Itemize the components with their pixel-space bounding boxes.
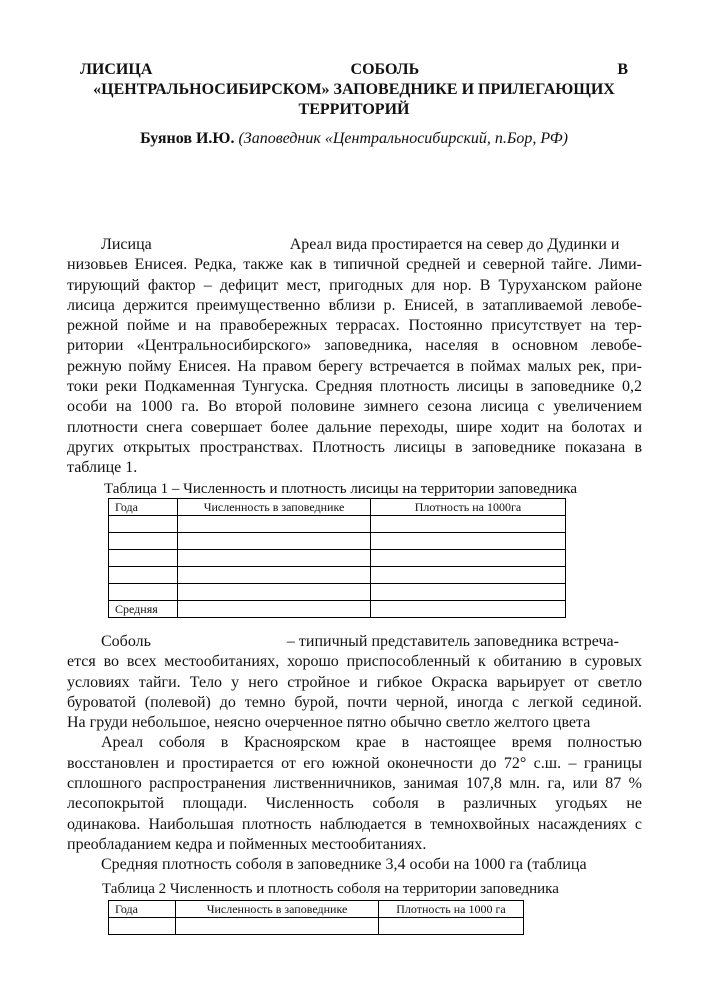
table-header-cell: Года xyxy=(109,901,176,918)
author-affiliation: (Заповедник «Центральносибирский, п.Бор, РФ) xyxy=(238,130,568,147)
table-cell xyxy=(109,533,178,550)
text-line: сплошного распространения лиственничников, занимая 107,8 млн. га, или 87 % xyxy=(67,775,642,793)
fox-first-rest: Ареал вида простирается на север до Дудинки и xyxy=(289,236,620,253)
text-line: лисица держится преимущественно вблизи р. Енисей, в затапливаемой левобе- xyxy=(67,296,642,314)
text-line: тирующий фактор – дефицит мест, пригодных для нор. В Туруханском районе xyxy=(67,276,642,294)
sable-first-line xyxy=(67,632,642,652)
table-row xyxy=(109,516,566,533)
title-word-in: В xyxy=(617,61,628,78)
text-line: особи на 1000 га. Во второй половине зимнего сезона лисица с увеличением xyxy=(67,398,642,416)
table1 xyxy=(108,498,566,618)
table-cell xyxy=(371,601,566,618)
table-cell xyxy=(109,584,178,601)
title-line-1 xyxy=(80,60,628,80)
table-header-cell: Плотность на 1000га xyxy=(371,499,566,516)
table-header-row xyxy=(109,901,524,918)
table-row xyxy=(109,601,566,618)
table-cell xyxy=(178,550,371,567)
table-cell xyxy=(176,918,379,935)
text-line: одинакова. Наибольшая плотность наблюдается в темнохвойных насаждениях с xyxy=(67,815,642,833)
table-row xyxy=(109,533,566,550)
table-cell xyxy=(109,567,178,584)
text-line: лесопокрытой площади. Численность соболя в различных угодьях не xyxy=(67,795,642,813)
table-cell xyxy=(371,550,566,567)
table-header-cell: Численность в заповеднике xyxy=(176,901,379,918)
author-line xyxy=(72,129,636,149)
table-row xyxy=(109,584,566,601)
sable-first-word: Соболь xyxy=(101,633,151,650)
text-line: преобладанием кедра и пойменных местообитаниях. xyxy=(67,835,427,853)
table-cell xyxy=(178,516,371,533)
table2-caption: Таблица 2 Численность и плотность соболя на территории заповедника xyxy=(102,881,559,897)
table-cell xyxy=(371,533,566,550)
table-cell: Средняя xyxy=(109,601,178,618)
fox-paragraph xyxy=(67,235,642,479)
sable-first-rest: – типичный представитель заповедника встреча- xyxy=(286,633,619,650)
table-cell xyxy=(178,601,371,618)
title-word-fox: ЛИСИЦА xyxy=(80,61,153,78)
table-header-cell: Численность в заповеднике xyxy=(178,499,371,516)
table-cell xyxy=(178,584,371,601)
text-line: токи реки Подкаменная Тунгуска. Средняя плотность лисицы в заповеднике 0,2 xyxy=(67,378,642,396)
table-cell xyxy=(379,918,524,935)
sable-paragraph xyxy=(67,632,642,876)
table-header-cell: Плотность на 1000 га xyxy=(379,901,524,918)
text-line: Средняя плотность соболя в заповеднике 3,4 особи на 1000 га (таблица xyxy=(101,856,587,874)
author-name: Буянов И.Ю. xyxy=(140,130,235,147)
title-line-2: «ЦЕНТРАЛЬНОСИБИРСКОМ» ЗАПОВЕДНИКЕ И ПРИЛЕГАЮЩИХ xyxy=(93,81,615,98)
text-line: буроватой (полевой) до темно бурой, почти черной, иногда с легкой сединой. xyxy=(67,693,642,711)
text-line: Ареал соболя в Красноярском крае в настоящее время полностью xyxy=(101,734,642,752)
title-word-sable: СОБОЛЬ xyxy=(350,61,420,78)
table-cell xyxy=(371,567,566,584)
text-line: режную пойму Енисея. На правом берегу встречается в поймах малых рек, при- xyxy=(67,357,642,375)
text-line: условиях тайги. Тело у него стройное и гибкое Окраска варьирует от светло xyxy=(67,673,642,691)
title-line-3: ТЕРРИТОРИЙ xyxy=(298,101,410,118)
fox-first-line xyxy=(67,235,642,255)
table-cell xyxy=(109,918,176,935)
table-header-row xyxy=(109,499,566,516)
text-line: На груди небольшое, неясно очерченное пятно обычно светло желтого цвета xyxy=(67,714,591,732)
table-row xyxy=(109,918,524,935)
table-cell xyxy=(109,550,178,567)
text-line: ется во всех местообитаниях, хорошо приспособленный к обитанию в суровых xyxy=(67,653,642,671)
table2 xyxy=(108,900,524,935)
table-row xyxy=(109,567,566,584)
text-line: режной пойме и на правобережных террасах. Постоянно присутствует на тер- xyxy=(67,317,642,335)
text-line: плотности снега совершает более дальние переходы, шире ходит на болотах и xyxy=(67,418,642,436)
fox-first-word: Лисица xyxy=(101,236,152,253)
text-line: таблице 1. xyxy=(67,459,138,477)
text-line: низовьев Енисея. Редка, также как в типичной средней и северной тайге. Лими- xyxy=(67,256,642,274)
table-header-cell: Года xyxy=(109,499,178,516)
table-cell xyxy=(371,516,566,533)
table-cell xyxy=(109,516,178,533)
table-cell xyxy=(178,567,371,584)
table-cell xyxy=(178,533,371,550)
text-line: восстановлен и простирается от его южной оконечности до 72° с.ш. – границы xyxy=(67,754,642,772)
text-line: других открытых пространствах. Плотность лисицы в заповеднике показана в xyxy=(67,438,642,456)
table1-caption: Таблица 1 – Численность и плотность лисицы на территории заповедника xyxy=(104,481,577,497)
text-line: ритории «Центральносибирского» заповедника, населяя в основном левобе- xyxy=(67,337,642,355)
table-cell xyxy=(371,584,566,601)
table-row xyxy=(109,550,566,567)
